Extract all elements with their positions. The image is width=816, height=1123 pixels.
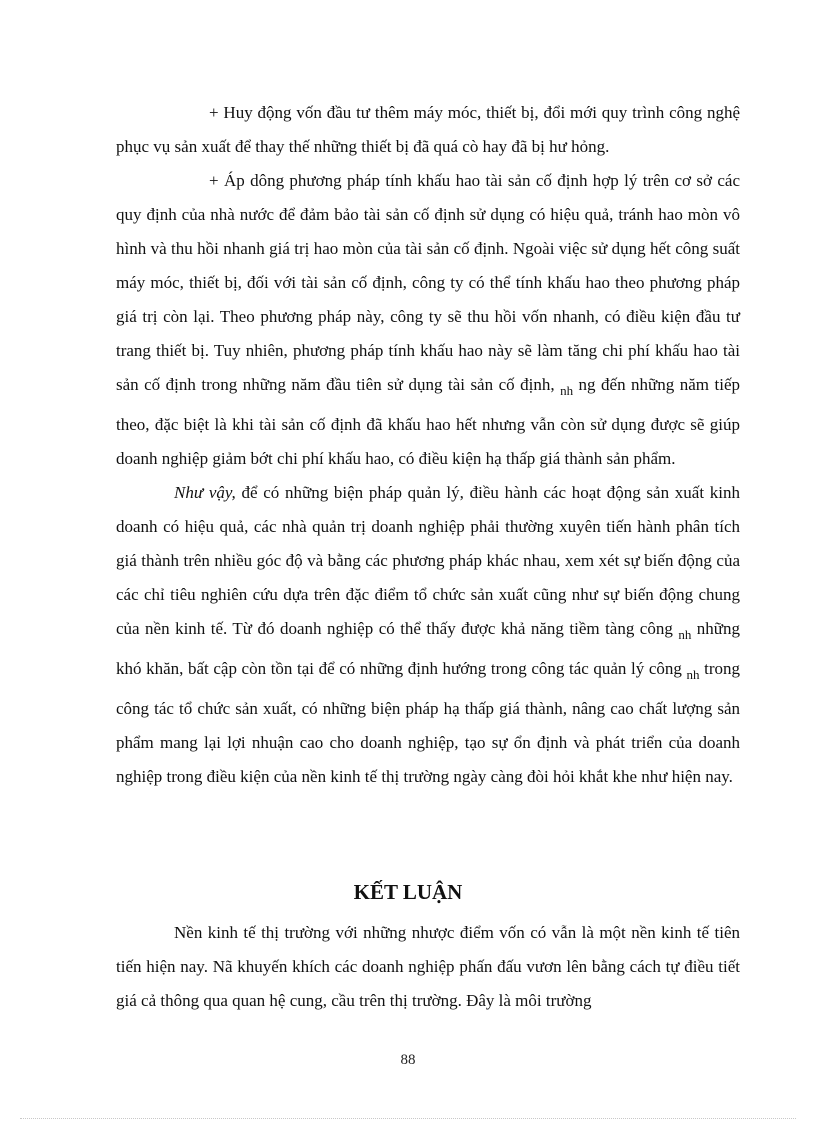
page-bottom-divider bbox=[20, 1118, 796, 1119]
paragraph-text: những khó khăn, bất cập còn tồn tại để có những định hướng trong công tác quản lý công bbox=[116, 619, 741, 678]
paragraph-depreciation bbox=[116, 164, 740, 476]
paragraph-summary bbox=[116, 476, 740, 794]
paragraph-text: để có những biện pháp quản lý, điều hành các hoạt động sản xuất kinh doanh có hiệu quả, các nhà quản trị doanh nghiệp phải thường xuyên tiến hành phân tích giá thành trên nhiều góc độ và bằng các phương pháp khác nhau, xem xét sự biến động của các chỉ tiêu nghiên cứu dựa trên đặc điểm tổ chức sản xuất cũng như sự biến động chung của nền kinh tế. Từ đó doanh nghiệp có thể thấy được khả năng tiềm tàng công bbox=[116, 483, 740, 638]
conclusion-text bbox=[116, 916, 740, 1018]
paragraph-text: ng đến những năm tiếp theo, đặc biệt là khi tài sản cố định đã khấu hao hết nhưng vẫn còn sử dụng được sẽ giúp doanh nghiệp giảm bớt chi phí khấu hao, có điều kiện hạ thấp giá thành sản phẩm. bbox=[116, 375, 740, 468]
paragraph-text: + Huy động vốn đầu tư thêm máy móc, thiết bị, đổi mới quy trình công nghệ phục vụ sản xuất để thay thế những thiết bị đã quá cò hay đã bị hư hỏng. bbox=[116, 103, 740, 156]
paragraph-text: Nền kinh tế thị trường với những nhược điểm vốn có vẫn là một nền kinh tế tiên tiến hiện nay. Nã khuyến khích các doanh nghiệp phấn đấu vươn lên bằng cách tự điều tiết giá cả thông qua quan hệ cung, cầu trên thị trường. Đây là môi trường bbox=[116, 923, 740, 1010]
subscript-fragment: nh bbox=[686, 667, 700, 682]
paragraph-equipment-investment bbox=[116, 96, 740, 164]
subscript-fragment: nh bbox=[560, 383, 574, 398]
page-number: 88 bbox=[400, 1052, 416, 1068]
paragraph-text: + Áp dông phương pháp tính khấu hao tài sản cố định hợp lý trên cơ sở các quy định của nhà nước để đảm bảo tài sản cố định sử dụng có hiệu quả, tránh hao mòn vô hình và thu hồi nhanh giá trị hao mòn của tài sản cố định. Ngoài việc sử dụng hết công suất máy móc, thiết bị, đối với tài sản cố định, công ty có thể tính khấu hao theo phương pháp giá trị còn lại. Theo phương pháp này, công ty sẽ thu hồi vốn nhanh, có điều kiện đầu tư trang thiết bị. Tuy nhiên, phương pháp tính khấu hao này sẽ làm tăng chi phí khấu hao tài sản cố định trong những năm đầu tiên sử dụng tài sản cố định, bbox=[116, 171, 740, 394]
subscript-fragment: nh bbox=[678, 627, 692, 642]
paragraph-text: trong công tác tổ chức sản xuất, có những biện pháp hạ thấp giá thành, nâng cao chất lượng sản phẩm mang lại lợi nhuận cao cho doanh nghiệp, tạo sự ổn định và phát triển của doanh nghiệp trong điều kiện của nền kinh tế thị trường ngày càng đòi hỏi khắt khe như hiện nay. bbox=[116, 659, 741, 786]
italic-lead: Như vậy, bbox=[174, 483, 236, 502]
paragraph-conclusion bbox=[116, 916, 740, 1018]
body-text bbox=[116, 96, 740, 794]
conclusion-heading: KẾT LUẬN bbox=[353, 880, 463, 904]
